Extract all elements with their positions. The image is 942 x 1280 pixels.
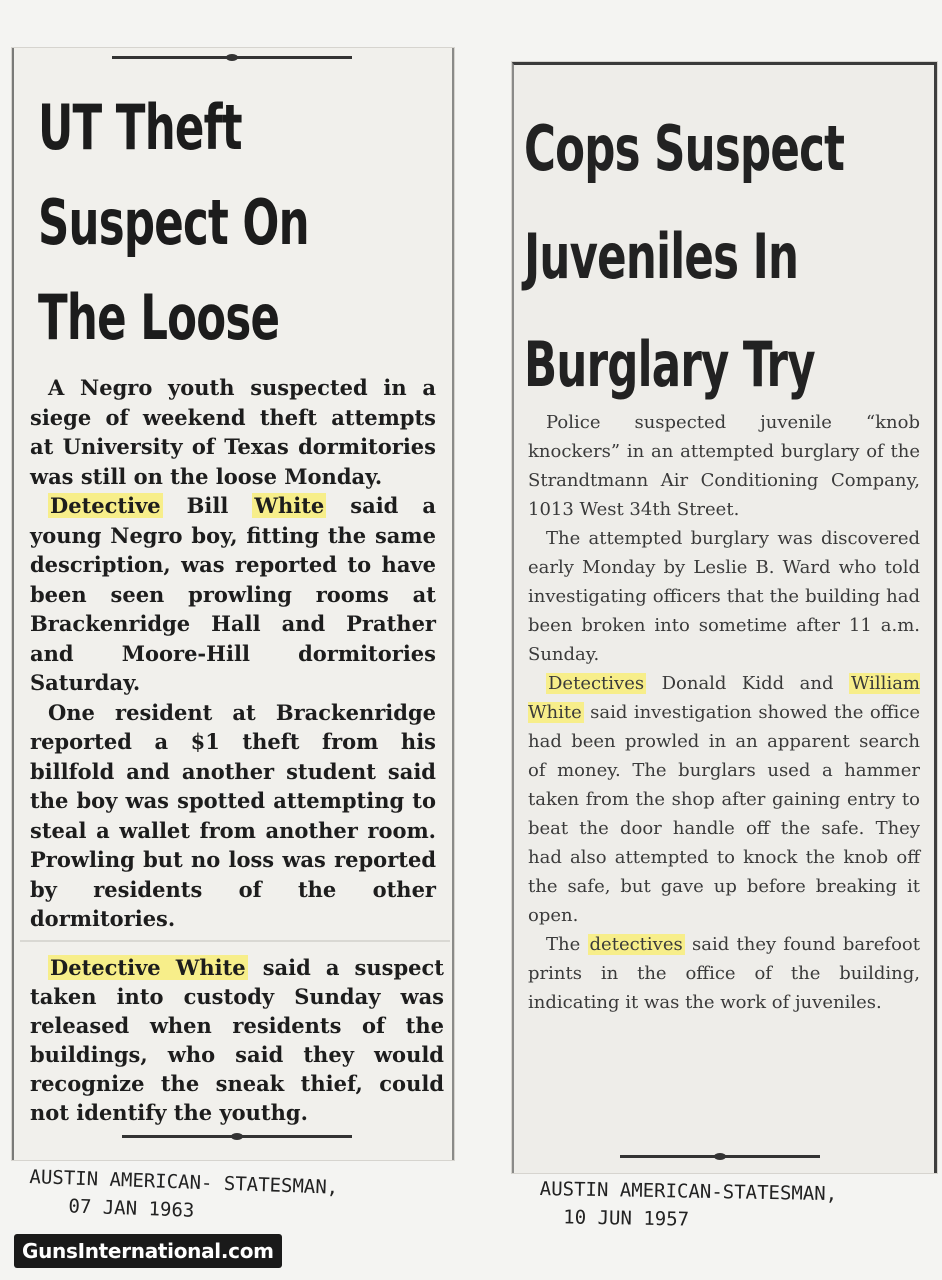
article-paragraph: Detective Bill White said a young Negro boy, fitting the same description, was reported to have been seen prowling rooms at Brackenridge Hall and Prather and Moore-Hill dormitories Saturday. [30,493,436,695]
left-caption-date: 07 JAN 1963 [68,1195,195,1222]
bottom-rule-left [122,1135,352,1138]
article-paragraph: The attempted burglary was discovered early Monday by Leslie B. Ward who told investigating officers that the building had been broken into sometime after 11 a.m. Sunday. [528,528,920,665]
article-paragraph: One resident at Brackenridge reported a $1 theft from his billfold and another student said the boy was spotted attempting to steal a wallet from another room. Prowling but no loss was reported by residents of the other dormitories. [30,699,436,931]
highlighted-name: detectives [589,934,683,955]
highlighted-name: William White [528,673,920,723]
clipping-seam [20,940,450,942]
left-headline: UT Theft Suspect On The Loose [38,91,309,354]
right-caption-date: 10 JUN 1957 [563,1206,690,1231]
highlighted-name: Detective [50,493,161,518]
left-article-continuation [30,953,444,1127]
article-paragraph: Detectives Donald Kidd and William White said investigation showed the office had been prowled in an apparent search of money. The burglars used a hammer taken from the shop after gaining entry to beat the door handle off the safe. They had also attempted to knock the knob off the safe, but gave up before breaking it open. [528,673,920,926]
highlighted-name: Detective White [50,955,246,980]
bottom-rule-right [620,1155,820,1158]
article-paragraph: Police suspected juvenile “knob knockers” in an attempted burglary of the Strandtmann Air Conditioning Company, 1013 West 34th Street. [528,412,920,520]
left-article-body [30,373,436,934]
right-handwritten-caption [539,1175,837,1236]
left-continued-paragraph: Detective White said a suspect taken into custody Sunday was released when residents of the buildings, who said they would recognize the sneak thief, could not identify the youthg. [30,955,444,1125]
left-caption-source: AUSTIN AMERICAN- STATESMAN, [29,1165,339,1199]
article-paragraph: A Negro youth suspected in a siege of weekend theft attempts at University of Texas dormitories was still on the loose Monday. [30,375,436,489]
top-rule-left [112,56,352,59]
left-handwritten-caption [28,1163,339,1230]
right-article-body [528,408,920,1017]
article-paragraph: The detectives said they found barefoot prints in the office of the building, indicating it was the work of juveniles. [528,934,920,1013]
watermark-logo: GunsInternational.com [14,1234,282,1268]
right-caption-source: AUSTIN AMERICAN-STATESMAN, [539,1177,838,1206]
right-headline: Cops Suspect Juveniles In Burglary Try [524,112,845,401]
highlighted-name: White [254,493,325,518]
highlighted-name: Detectives [548,673,645,694]
